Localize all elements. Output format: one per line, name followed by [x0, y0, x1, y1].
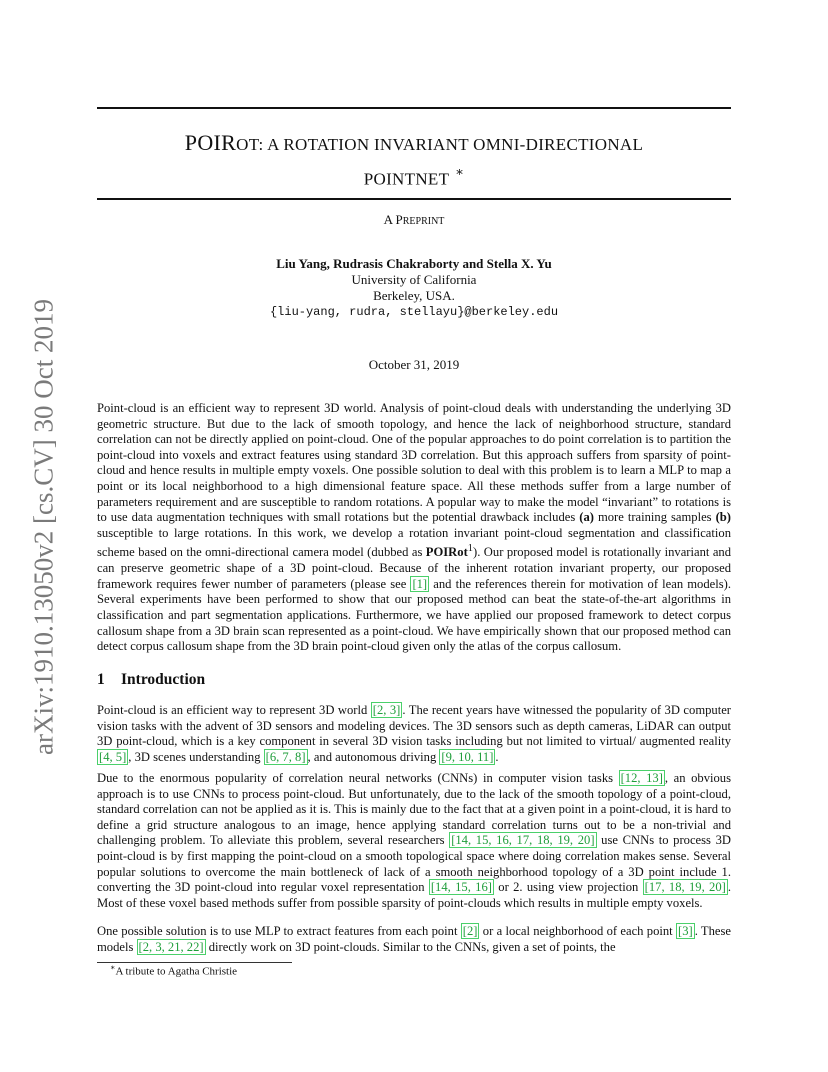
citation-link[interactable]: [3] [678, 924, 693, 938]
citation-link[interactable]: [1] [412, 576, 428, 591]
citation-link[interactable]: [2] [462, 924, 478, 938]
section-heading-introduction: 1 Introduction [97, 671, 206, 688]
preprint-label: A PREPRINT [383, 212, 445, 227]
citation-link[interactable]: [9, 10, 11] [441, 749, 494, 764]
citation-link[interactable]: [12, 13] [620, 771, 663, 785]
intro-paragraph-2: Due to the enormous popularity of correlation neural networks (CNNs) in computer vision tasks [12, 13] , an obvious approach is to use CNNs to process point-cloud. But unfortunately, due to the lack of the smooth topology of a point-cloud, standard correlation can not be applied as it is. This is mainly due to the fact that at a given point in a point-cloud, it is hard to define a grid structure analogous to an image, hence applying standard correlation turns out to be a non-trivial and challenging problem. To alleviate this problem, several researchers [14, 15, 16, 17, 18, 19, 20] use CNNs to process 3D point-cloud is by first mapping the point-cloud on a smooth topological space where doing correlation makes sense. Several popular solutions to overcome the main bottleneck of lack of a smooth neighborhood topology of a 3D point include 1. converting the 3D point-cloud into regular voxel representation [14, 15, 16] or 2. using view projection [17, 18, 19, 20] . Most of these voxel based methods suffer from possible sparsity of point-clouds which results in multiple empty voxels. [97, 771, 732, 910]
citation-link[interactable]: [2, 3] [372, 703, 401, 717]
intro-paragraph-3: One possible solution is to use MLP to extract features from each point [2] or a local neighborhood of each point [3] . These models [2, 3, 21, 22] directly work on 3D point-clouds. Similar to the CNNs, given a set of points, the [97, 924, 731, 954]
citation-link[interactable]: [14, 15, 16] [430, 880, 492, 895]
author-names: Liu Yang, Rudrasis Chakraborty and Stella X. Yu [276, 256, 552, 271]
title-rule-top [97, 107, 731, 109]
citation-link[interactable]: [6, 7, 8] [265, 749, 306, 764]
author-block [97, 256, 731, 320]
abstract: Point-cloud is an efficient way to represent 3D world. Analysis of point-cloud deals with understanding the underlying 3D geometric structure. But due to the lack of smooth topology, and hence the lack of neighborhood structure, standard correlation can not be directly applied on point-cloud. One of the popular approaches to do point correlation is to partition the point-cloud into voxels and extract features using standard 3D correlation. But this approach suffers from sparsity of point-cloud and hence results in multiple empty voxels. One possible solution to deal with this problem is to learn a MLP to map a point or its local neighborhood to a high dimensional feature space. All these methods suffer from a large number of parameters requirement and are susceptible to random rotations. A popular way to make the model “invariant” to rotations is to use data augmentation techniques with small rotations but the potential drawback includes (a) more training samples (b) susceptible to large rotations. In this work, we develop a rotation invariant point-cloud segmentation and classification scheme based on the omni-directional camera model (dubbed as POIRot$^1$). Our proposed model is rotationally invariant and can preserve geometric shape of a 3D point-cloud. Because of the inherent rotation invariant property, our proposed framework requires fewer number of parameters (please see [1] and the references therein for motivation of lean models). Several experiments have been performed to show that our proposed method can beat the state-of-the-art algorithms in classification and part segmentation applications. Furthermore, we have applied our proposed framework to detect corpus callosum shape from a 3D brain scan represented as a point-cloud. We have empirically shown that our proposed method can detect corpus callosum shape from the 3D brain point-cloud given only the atlas of the corpus callosum. [97, 401, 731, 654]
paper-date: October 31, 2019 [368, 357, 460, 372]
author-emails: {liu-yang, rudra, stellayu}@berkeley.edu [269, 305, 559, 319]
citation-link[interactable]: [4, 5] [99, 749, 127, 764]
citation-link[interactable]: [14, 15, 16, 17, 18, 19, 20] [451, 833, 595, 848]
title-footnote-mark: ∗ [455, 164, 465, 179]
paper-title-line-2: POINTNET ∗ [363, 164, 465, 189]
paper-title-line-1: POIROT: A ROTATION INVARIANT OMNI-DIRECTIONAL [184, 130, 644, 155]
intro-paragraph-1: Point-cloud is an efficient way to represent 3D world [2, 3] . The recent years have witnessed the popularity of 3D computer vision tasks with the advent of 3D sensors and modeling devices. The 3D sensors such as depth cameras, LiDAR can output 3D point-cloud, which is a key component in several 3D vision tasks including but not limited to virtual/ augmented reality [4, 5] , 3D scenes understanding [6, 7, 8] , and autonomous driving [9, 10, 11] . [97, 703, 731, 764]
citation-link[interactable]: [2, 3, 21, 22] [138, 939, 204, 954]
author-affiliation: University of California [351, 272, 477, 287]
author-location: Berkeley, USA. [373, 288, 455, 303]
footnote: ∗A tribute to Agatha Christie [110, 963, 238, 978]
arxiv-identifier-stamp: arXiv:1910.13050v2 [cs.CV] 30 Oct 2019 [28, 299, 59, 755]
citation-link[interactable]: [17, 18, 19, 20] [644, 880, 726, 895]
title-rule-bottom [97, 198, 731, 200]
